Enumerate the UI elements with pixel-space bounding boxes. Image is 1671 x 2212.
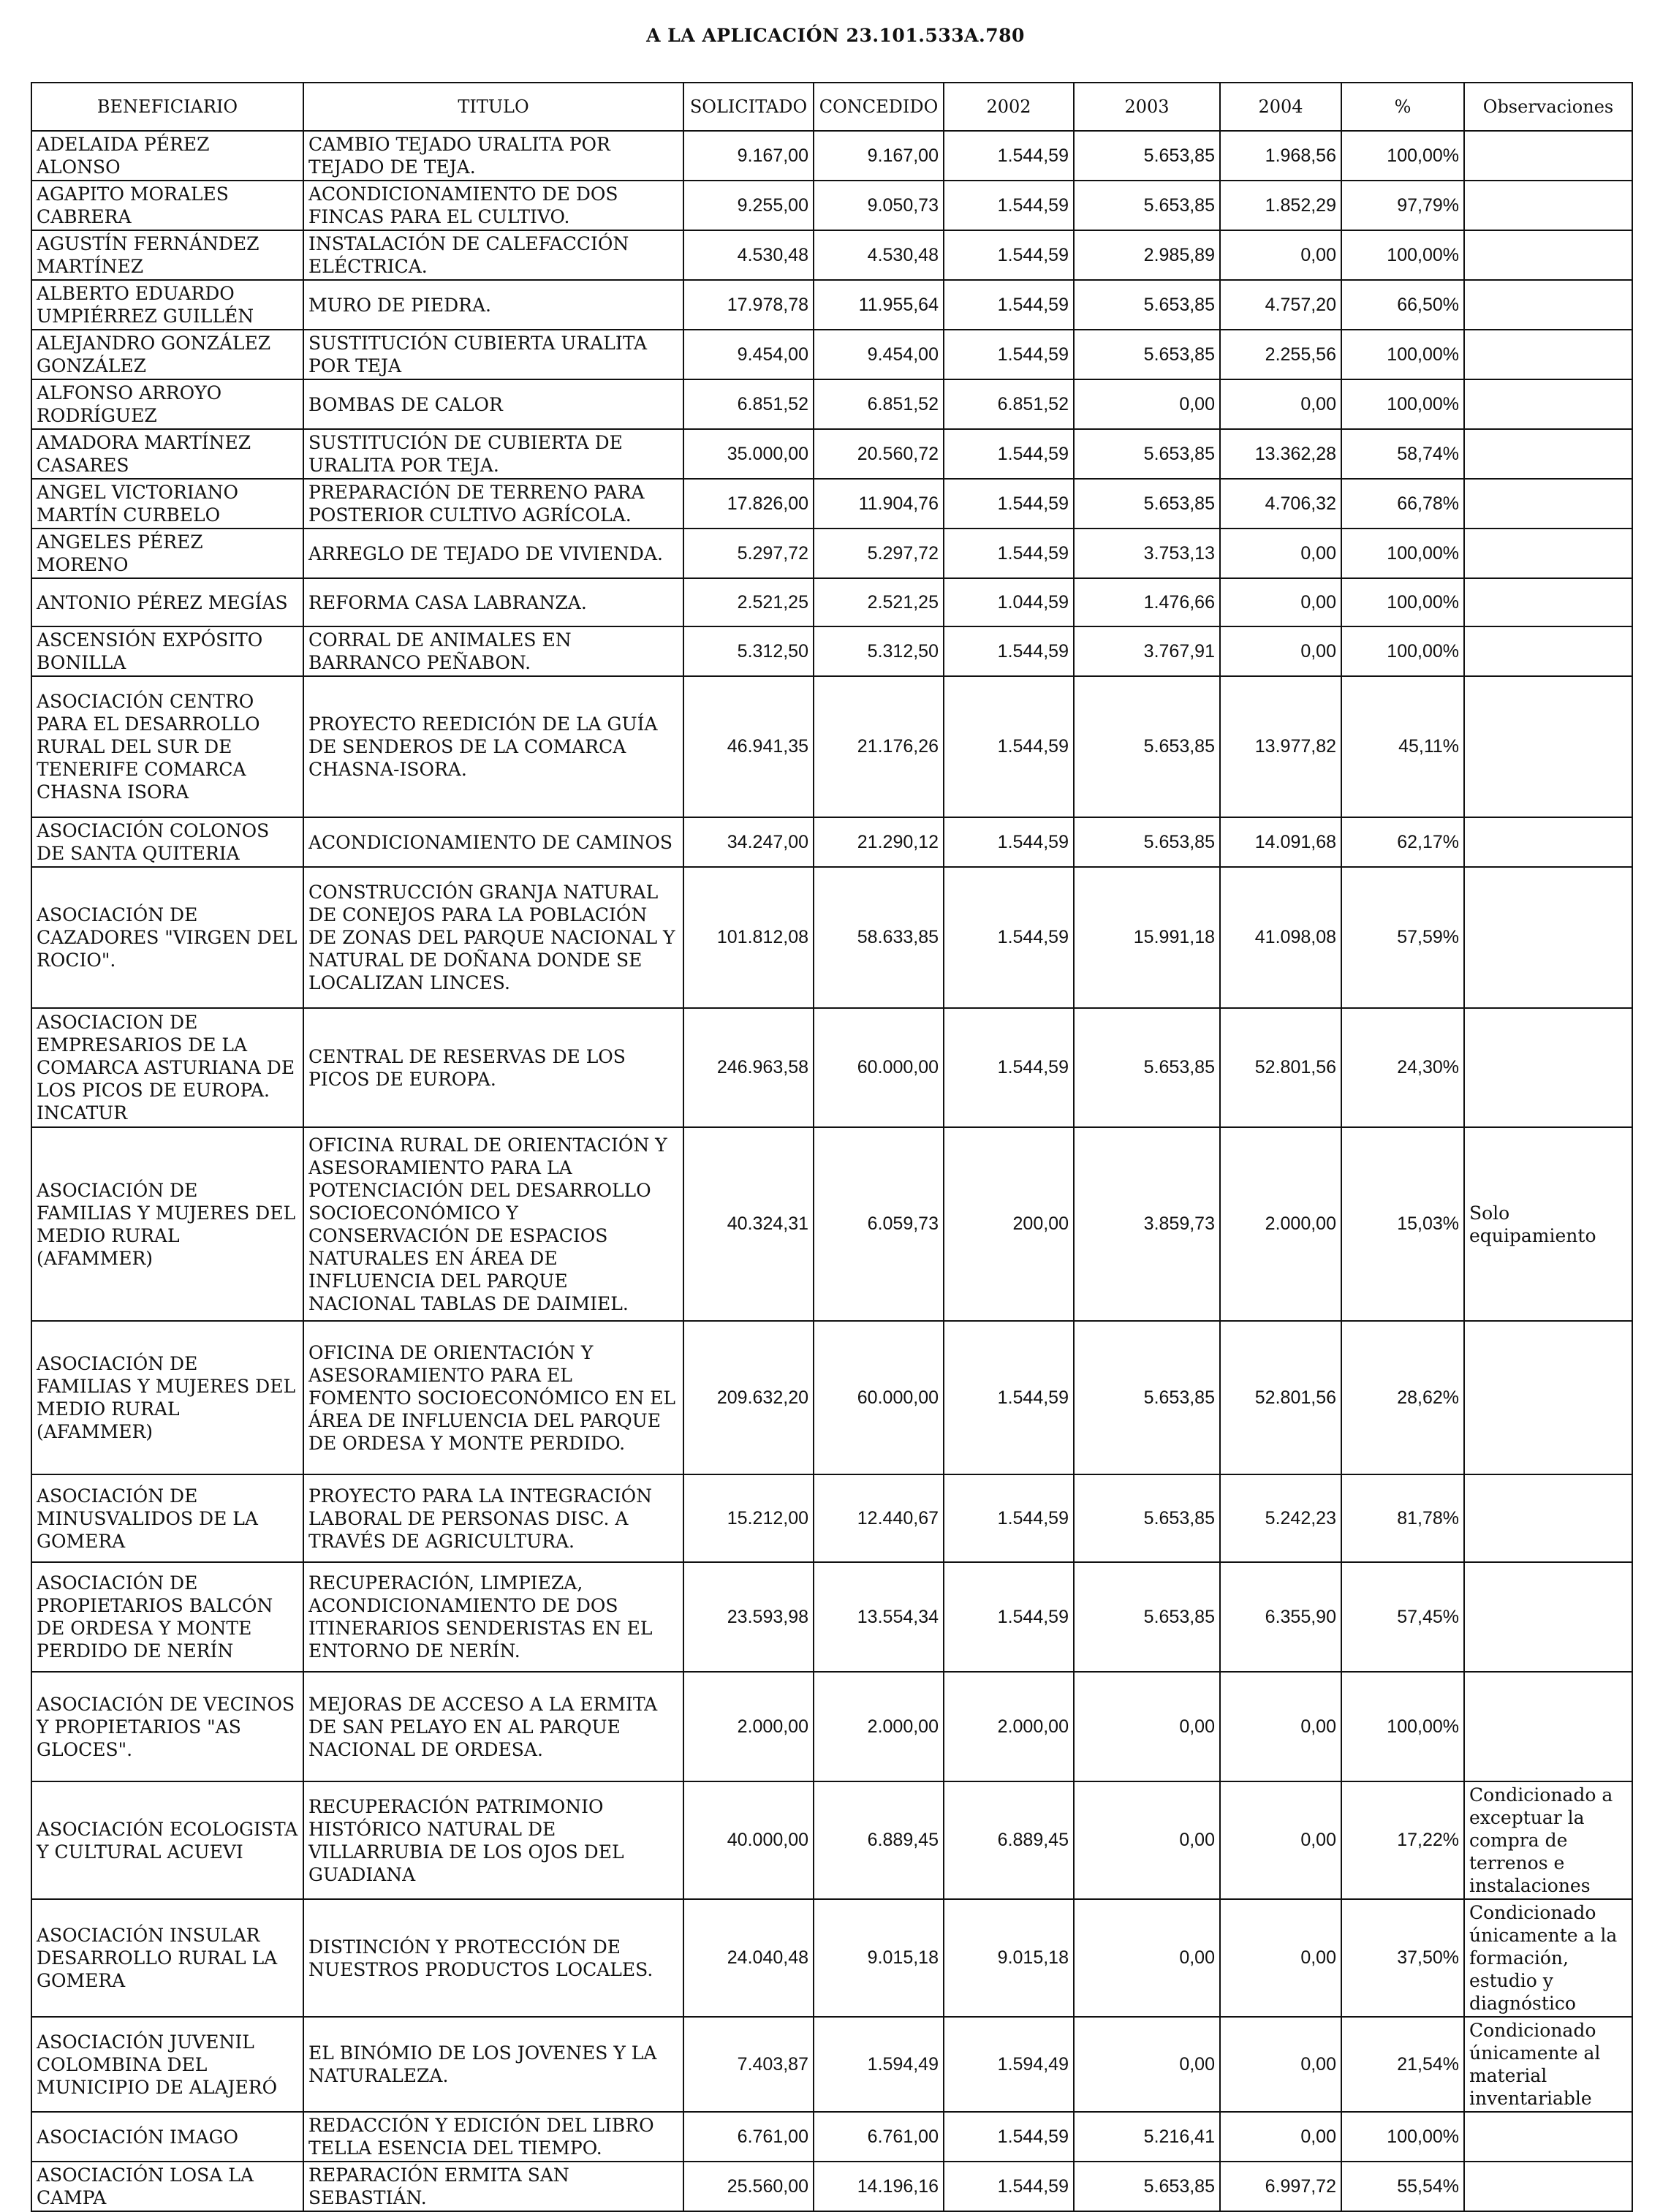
granted-cell: 21.176,26 (814, 676, 944, 817)
granted-cell: 6.851,52 (814, 379, 944, 429)
percent-cell: 100,00% (1341, 379, 1464, 429)
requested-cell: 24.040,48 (683, 1899, 814, 2017)
year-2002-cell: 1.544,59 (944, 2162, 1074, 2211)
table-row (31, 1474, 1632, 1562)
percent-cell: 100,00% (1341, 230, 1464, 280)
requested-cell: 5.312,50 (683, 626, 814, 676)
percent-cell: 28,62% (1341, 1321, 1464, 1474)
observations-cell (1464, 2112, 1632, 2162)
granted-cell: 9.050,73 (814, 181, 944, 230)
requested-cell: 40.000,00 (683, 1781, 814, 1899)
percent-cell: 15,03% (1341, 1127, 1464, 1321)
year-2004-cell: 1.852,29 (1220, 181, 1341, 230)
observations-cell (1464, 181, 1632, 230)
percent-cell: 100,00% (1341, 2112, 1464, 2162)
year-2003-cell: 5.653,85 (1074, 2162, 1220, 2211)
observations-cell (1464, 867, 1632, 1008)
observations-cell (1464, 817, 1632, 867)
table-row (31, 578, 1632, 626)
granted-cell: 12.440,67 (814, 1474, 944, 1562)
year-2004-cell: 2.000,00 (1220, 1127, 1341, 1321)
observations-cell: Condicionado únicamente a la formación, estudio y diagnóstico (1464, 1899, 1632, 2017)
year-2004-cell: 52.801,56 (1220, 1321, 1341, 1474)
table-row (31, 1672, 1632, 1781)
title-cell: SUSTITUCIÓN CUBIERTA URALITA POR TEJA (303, 330, 683, 379)
observations-cell (1464, 1672, 1632, 1781)
observations-cell (1464, 2162, 1632, 2211)
granted-cell: 6.059,73 (814, 1127, 944, 1321)
percent-cell: 100,00% (1341, 330, 1464, 379)
year-2002-cell: 1.544,59 (944, 867, 1074, 1008)
year-2002-cell: 1.544,59 (944, 429, 1074, 479)
granted-cell: 9.015,18 (814, 1899, 944, 2017)
header-2004: 2004 (1220, 83, 1341, 131)
requested-cell: 23.593,98 (683, 1562, 814, 1672)
granted-cell: 9.167,00 (814, 131, 944, 181)
percent-cell: 21,54% (1341, 2017, 1464, 2112)
granted-cell: 13.554,34 (814, 1562, 944, 1672)
granted-cell: 14.196,16 (814, 2162, 944, 2211)
page-title: A LA APLICACIÓN 23.101.533A.780 (646, 25, 1025, 46)
percent-cell: 24,30% (1341, 1008, 1464, 1127)
title-cell: PREPARACIÓN DE TERRENO PARA POSTERIOR CULTIVO AGRÍCOLA. (303, 479, 683, 529)
table-row (31, 626, 1632, 676)
year-2002-cell: 1.544,59 (944, 181, 1074, 230)
year-2003-cell: 1.476,66 (1074, 578, 1220, 626)
year-2004-cell: 2.255,56 (1220, 330, 1341, 379)
table-row (31, 131, 1632, 181)
requested-cell: 7.403,87 (683, 2017, 814, 2112)
observations-cell (1464, 429, 1632, 479)
percent-cell: 81,78% (1341, 1474, 1464, 1562)
granted-cell: 21.290,12 (814, 817, 944, 867)
beneficiary-cell: AGAPITO MORALES CABRERA (31, 181, 303, 230)
beneficiary-cell: ALEJANDRO GONZÁLEZ GONZÁLEZ (31, 330, 303, 379)
year-2002-cell: 1.544,59 (944, 280, 1074, 330)
year-2002-cell: 1.044,59 (944, 578, 1074, 626)
year-2002-cell: 1.544,59 (944, 330, 1074, 379)
observations-cell (1464, 578, 1632, 626)
beneficiary-cell: ASCENSIÓN EXPÓSITO BONILLA (31, 626, 303, 676)
requested-cell: 2.521,25 (683, 578, 814, 626)
table-row (31, 230, 1632, 280)
granted-cell: 58.633,85 (814, 867, 944, 1008)
percent-cell: 100,00% (1341, 529, 1464, 578)
year-2002-cell: 1.544,59 (944, 479, 1074, 529)
year-2002-cell: 1.544,59 (944, 1562, 1074, 1672)
observations-cell: Condicionado únicamente al material inventariable (1464, 2017, 1632, 2112)
year-2002-cell: 6.851,52 (944, 379, 1074, 429)
requested-cell: 17.978,78 (683, 280, 814, 330)
table-row (31, 676, 1632, 817)
year-2003-cell: 5.653,85 (1074, 181, 1220, 230)
requested-cell: 34.247,00 (683, 817, 814, 867)
requested-cell: 4.530,48 (683, 230, 814, 280)
table-row (31, 1321, 1632, 1474)
header-2003: 2003 (1074, 83, 1220, 131)
year-2002-cell: 1.544,59 (944, 131, 1074, 181)
title-cell: PROYECTO REEDICIÓN DE LA GUÍA DE SENDEROS DE LA COMARCA CHASNA-ISORA. (303, 676, 683, 817)
observations-cell (1464, 529, 1632, 578)
beneficiary-cell: ALBERTO EDUARDO UMPIÉRREZ GUILLÉN (31, 280, 303, 330)
title-cell: CONSTRUCCIÓN GRANJA NATURAL DE CONEJOS PARA LA POBLACIÓN DE ZONAS DEL PARQUE NACIONAL Y NATURAL DE DOÑANA DONDE SE LOCALIZAN LINCES. (303, 867, 683, 1008)
granted-cell: 5.297,72 (814, 529, 944, 578)
granted-cell: 6.889,45 (814, 1781, 944, 1899)
observations-cell (1464, 479, 1632, 529)
year-2002-cell: 1.544,59 (944, 1008, 1074, 1127)
year-2003-cell: 5.653,85 (1074, 1562, 1220, 1672)
year-2003-cell: 5.653,85 (1074, 479, 1220, 529)
title-cell: MEJORAS DE ACCESO A LA ERMITA DE SAN PELAYO EN AL PARQUE NACIONAL DE ORDESA. (303, 1672, 683, 1781)
percent-cell: 57,45% (1341, 1562, 1464, 1672)
year-2004-cell: 0,00 (1220, 1781, 1341, 1899)
year-2003-cell: 0,00 (1074, 1672, 1220, 1781)
table-row (31, 330, 1632, 379)
table-row (31, 1899, 1632, 2017)
header-percent: % (1341, 83, 1464, 131)
observations-cell (1464, 1321, 1632, 1474)
year-2004-cell: 41.098,08 (1220, 867, 1341, 1008)
requested-cell: 6.761,00 (683, 2112, 814, 2162)
title-cell: ACONDICIONAMIENTO DE DOS FINCAS PARA EL CULTIVO. (303, 181, 683, 230)
year-2003-cell: 5.653,85 (1074, 429, 1220, 479)
beneficiary-cell: ASOCIACIÓN COLONOS DE SANTA QUITERIA (31, 817, 303, 867)
observations-cell (1464, 379, 1632, 429)
title-cell: ACONDICIONAMIENTO DE CAMINOS (303, 817, 683, 867)
requested-cell: 40.324,31 (683, 1127, 814, 1321)
table-row (31, 867, 1632, 1008)
year-2002-cell: 1.544,59 (944, 817, 1074, 867)
header-observaciones: Observaciones (1464, 83, 1632, 131)
table-row (31, 1008, 1632, 1127)
header-beneficiario: BENEFICIARIO (31, 83, 303, 131)
requested-cell: 17.826,00 (683, 479, 814, 529)
table-row (31, 2112, 1632, 2162)
header-solicitado: SOLICITADO (683, 83, 814, 131)
table-row (31, 1781, 1632, 1899)
percent-cell: 66,50% (1341, 280, 1464, 330)
observations-cell (1464, 280, 1632, 330)
observations-cell (1464, 1474, 1632, 1562)
table-row (31, 181, 1632, 230)
percent-cell: 100,00% (1341, 131, 1464, 181)
year-2003-cell: 5.653,85 (1074, 131, 1220, 181)
percent-cell: 45,11% (1341, 676, 1464, 817)
year-2003-cell: 5.653,85 (1074, 676, 1220, 817)
year-2003-cell: 2.985,89 (1074, 230, 1220, 280)
percent-cell: 66,78% (1341, 479, 1464, 529)
year-2004-cell: 0,00 (1220, 529, 1341, 578)
year-2003-cell: 15.991,18 (1074, 867, 1220, 1008)
granted-cell: 6.761,00 (814, 2112, 944, 2162)
table-row (31, 1562, 1632, 1672)
header-titulo: TITULO (303, 83, 683, 131)
year-2002-cell: 1.544,59 (944, 1474, 1074, 1562)
percent-cell: 17,22% (1341, 1781, 1464, 1899)
beneficiary-cell: ASOCIACIÓN ECOLOGISTA Y CULTURAL ACUEVI (31, 1781, 303, 1899)
title-cell: PROYECTO PARA LA INTEGRACIÓN LABORAL DE PERSONAS DISC. A TRAVÉS DE AGRICULTURA. (303, 1474, 683, 1562)
year-2003-cell: 0,00 (1074, 1781, 1220, 1899)
beneficiary-cell: ASOCIACIÓN DE CAZADORES "VIRGEN DEL ROCIO". (31, 867, 303, 1008)
year-2002-cell: 9.015,18 (944, 1899, 1074, 2017)
percent-cell: 100,00% (1341, 1672, 1464, 1781)
year-2004-cell: 13.362,28 (1220, 429, 1341, 479)
granted-cell: 9.454,00 (814, 330, 944, 379)
title-cell: REPARACIÓN ERMITA SAN SEBASTIÁN. (303, 2162, 683, 2211)
title-cell: REDACCIÓN Y EDICIÓN DEL LIBRO TELLA ESENCIA DEL TIEMPO. (303, 2112, 683, 2162)
year-2002-cell: 2.000,00 (944, 1672, 1074, 1781)
year-2004-cell: 5.242,23 (1220, 1474, 1341, 1562)
requested-cell: 2.000,00 (683, 1672, 814, 1781)
observations-cell (1464, 676, 1632, 817)
year-2004-cell: 52.801,56 (1220, 1008, 1341, 1127)
year-2004-cell: 0,00 (1220, 379, 1341, 429)
beneficiary-cell: ASOCIACIÓN CENTRO PARA EL DESARROLLO RURAL DEL SUR DE TENERIFE COMARCA CHASNA ISORA (31, 676, 303, 817)
percent-cell: 37,50% (1341, 1899, 1464, 2017)
beneficiary-cell: ALFONSO ARROYO RODRÍGUEZ (31, 379, 303, 429)
granted-cell: 2.000,00 (814, 1672, 944, 1781)
table-row (31, 429, 1632, 479)
year-2004-cell: 0,00 (1220, 2017, 1341, 2112)
title-cell: MURO DE PIEDRA. (303, 280, 683, 330)
beneficiary-cell: ANTONIO PÉREZ MEGÍAS (31, 578, 303, 626)
title-cell: REFORMA CASA LABRANZA. (303, 578, 683, 626)
title-cell: INSTALACIÓN DE CALEFACCIÓN ELÉCTRICA. (303, 230, 683, 280)
observations-cell: Solo equipamiento (1464, 1127, 1632, 1321)
granted-cell: 11.904,76 (814, 479, 944, 529)
granted-cell: 20.560,72 (814, 429, 944, 479)
beneficiary-cell: AMADORA MARTÍNEZ CASARES (31, 429, 303, 479)
beneficiary-cell: ASOCIACIÓN JUVENIL COLOMBINA DEL MUNICIPIO DE ALAJERÓ (31, 2017, 303, 2112)
granted-cell: 11.955,64 (814, 280, 944, 330)
title-cell: OFICINA DE ORIENTACIÓN Y ASESORAMIENTO PARA EL FOMENTO SOCIOECONÓMICO EN EL ÁREA DE INFLUENCIA DEL PARQUE DE ORDESA Y MONTE PERDIDO. (303, 1321, 683, 1474)
beneficiary-cell: ASOCIACIÓN DE FAMILIAS Y MUJERES DEL MEDIO RURAL (AFAMMER) (31, 1321, 303, 1474)
observations-cell (1464, 330, 1632, 379)
requested-cell: 9.454,00 (683, 330, 814, 379)
requested-cell: 35.000,00 (683, 429, 814, 479)
requested-cell: 5.297,72 (683, 529, 814, 578)
granted-cell: 1.594,49 (814, 2017, 944, 2112)
year-2003-cell: 3.753,13 (1074, 529, 1220, 578)
year-2003-cell: 5.216,41 (1074, 2112, 1220, 2162)
year-2002-cell: 1.544,59 (944, 676, 1074, 817)
observations-cell: Condicionado a exceptuar la compra de terrenos e instalaciones (1464, 1781, 1632, 1899)
year-2003-cell: 3.767,91 (1074, 626, 1220, 676)
title-cell: CAMBIO TEJADO URALITA POR TEJADO DE TEJA. (303, 131, 683, 181)
requested-cell: 9.255,00 (683, 181, 814, 230)
percent-cell: 58,74% (1341, 429, 1464, 479)
year-2004-cell: 1.968,56 (1220, 131, 1341, 181)
beneficiary-cell: ANGELES PÉREZ MORENO (31, 529, 303, 578)
year-2004-cell: 6.997,72 (1220, 2162, 1341, 2211)
requested-cell: 25.560,00 (683, 2162, 814, 2211)
title-cell: RECUPERACIÓN PATRIMONIO HISTÓRICO NATURAL DE VILLARRUBIA DE LOS OJOS DEL GUADIANA (303, 1781, 683, 1899)
year-2003-cell: 0,00 (1074, 2017, 1220, 2112)
requested-cell: 15.212,00 (683, 1474, 814, 1562)
observations-cell (1464, 1562, 1632, 1672)
beneficiary-cell: ASOCIACIÓN DE MINUSVALIDOS DE LA GOMERA (31, 1474, 303, 1562)
table-row (31, 529, 1632, 578)
year-2003-cell: 3.859,73 (1074, 1127, 1220, 1321)
observations-cell (1464, 626, 1632, 676)
year-2002-cell: 1.544,59 (944, 230, 1074, 280)
year-2002-cell: 1.544,59 (944, 2112, 1074, 2162)
year-2002-cell: 200,00 (944, 1127, 1074, 1321)
year-2002-cell: 1.544,59 (944, 529, 1074, 578)
year-2002-cell: 1.544,59 (944, 1321, 1074, 1474)
granted-cell: 2.521,25 (814, 578, 944, 626)
beneficiary-cell: ASOCIACIÓN INSULAR DESARROLLO RURAL LA GOMERA (31, 1899, 303, 2017)
beneficiary-cell: ANGEL VICTORIANO MARTÍN CURBELO (31, 479, 303, 529)
table-row (31, 1127, 1632, 1321)
title-cell: OFICINA RURAL DE ORIENTACIÓN Y ASESORAMIENTO PARA LA POTENCIACIÓN DEL DESARROLLO SOCIOECONÓMICO Y CONSERVACIÓN DE ESPACIOS NATURALES EN ÁREA DE INFLUENCIA DEL PARQUE NACIONAL TABLAS DE DAIMIEL. (303, 1127, 683, 1321)
observations-cell (1464, 131, 1632, 181)
percent-cell: 62,17% (1341, 817, 1464, 867)
observations-cell (1464, 1008, 1632, 1127)
title-cell: DISTINCIÓN Y PROTECCIÓN DE NUESTROS PRODUCTOS LOCALES. (303, 1899, 683, 2017)
table-row (31, 280, 1632, 330)
year-2003-cell: 5.653,85 (1074, 1474, 1220, 1562)
year-2002-cell: 1.594,49 (944, 2017, 1074, 2112)
year-2003-cell: 5.653,85 (1074, 817, 1220, 867)
table-row (31, 2162, 1632, 2211)
year-2003-cell: 0,00 (1074, 379, 1220, 429)
year-2004-cell: 13.977,82 (1220, 676, 1341, 817)
beneficiary-cell: ASOCIACIÓN LOSA LA CAMPA (31, 2162, 303, 2211)
year-2004-cell: 0,00 (1220, 626, 1341, 676)
year-2003-cell: 5.653,85 (1074, 330, 1220, 379)
percent-cell: 97,79% (1341, 181, 1464, 230)
requested-cell: 6.851,52 (683, 379, 814, 429)
year-2002-cell: 1.544,59 (944, 626, 1074, 676)
year-2002-cell: 6.889,45 (944, 1781, 1074, 1899)
percent-cell: 100,00% (1341, 626, 1464, 676)
year-2004-cell: 14.091,68 (1220, 817, 1341, 867)
observations-cell (1464, 230, 1632, 280)
table-row (31, 379, 1632, 429)
beneficiary-cell: ASOCIACIÓN DE PROPIETARIOS BALCÓN DE ORDESA Y MONTE PERDIDO DE NERÍN (31, 1562, 303, 1672)
header-concedido: CONCEDIDO (814, 83, 944, 131)
percent-cell: 55,54% (1341, 2162, 1464, 2211)
header-row (31, 83, 1632, 131)
beneficiary-cell: ADELAIDA PÉREZ ALONSO (31, 131, 303, 181)
year-2004-cell: 0,00 (1220, 1899, 1341, 2017)
title-cell: BOMBAS DE CALOR (303, 379, 683, 429)
year-2004-cell: 4.757,20 (1220, 280, 1341, 330)
requested-cell: 101.812,08 (683, 867, 814, 1008)
title-cell: EL BINÓMIO DE LOS JOVENES Y LA NATURALEZA. (303, 2017, 683, 2112)
year-2004-cell: 0,00 (1220, 1672, 1341, 1781)
year-2004-cell: 0,00 (1220, 230, 1341, 280)
table-row (31, 2017, 1632, 2112)
requested-cell: 209.632,20 (683, 1321, 814, 1474)
title-cell: CENTRAL DE RESERVAS DE LOS PICOS DE EUROPA. (303, 1008, 683, 1127)
percent-cell: 100,00% (1341, 578, 1464, 626)
subsidy-table (31, 82, 1633, 2212)
granted-cell: 5.312,50 (814, 626, 944, 676)
table-row (31, 479, 1632, 529)
requested-cell: 9.167,00 (683, 131, 814, 181)
beneficiary-cell: ASOCIACIÓN IMAGO (31, 2112, 303, 2162)
year-2003-cell: 0,00 (1074, 1899, 1220, 2017)
title-cell: CORRAL DE ANIMALES EN BARRANCO PEÑABON. (303, 626, 683, 676)
granted-cell: 4.530,48 (814, 230, 944, 280)
year-2004-cell: 6.355,90 (1220, 1562, 1341, 1672)
year-2003-cell: 5.653,85 (1074, 1008, 1220, 1127)
requested-cell: 46.941,35 (683, 676, 814, 817)
table-row (31, 817, 1632, 867)
year-2003-cell: 5.653,85 (1074, 280, 1220, 330)
title-cell: ARREGLO DE TEJADO DE VIVIENDA. (303, 529, 683, 578)
requested-cell: 246.963,58 (683, 1008, 814, 1127)
year-2003-cell: 5.653,85 (1074, 1321, 1220, 1474)
percent-cell: 57,59% (1341, 867, 1464, 1008)
year-2004-cell: 4.706,32 (1220, 479, 1341, 529)
year-2004-cell: 0,00 (1220, 578, 1341, 626)
beneficiary-cell: ASOCIACION DE EMPRESARIOS DE LA COMARCA ASTURIANA DE LOS PICOS DE EUROPA. INCATUR (31, 1008, 303, 1127)
header-2002: 2002 (944, 83, 1074, 131)
granted-cell: 60.000,00 (814, 1008, 944, 1127)
beneficiary-cell: ASOCIACIÓN DE FAMILIAS Y MUJERES DEL MEDIO RURAL (AFAMMER) (31, 1127, 303, 1321)
beneficiary-cell: ASOCIACIÓN DE VECINOS Y PROPIETARIOS "AS GLOCES". (31, 1672, 303, 1781)
title-cell: SUSTITUCIÓN DE CUBIERTA DE URALITA POR TEJA. (303, 429, 683, 479)
year-2004-cell: 0,00 (1220, 2112, 1341, 2162)
beneficiary-cell: AGUSTÍN FERNÁNDEZ MARTÍNEZ (31, 230, 303, 280)
granted-cell: 60.000,00 (814, 1321, 944, 1474)
title-cell: RECUPERACIÓN, LIMPIEZA, ACONDICIONAMIENTO DE DOS ITINERARIOS SENDERISTAS EN EL ENTORNO DE NERÍN. (303, 1562, 683, 1672)
